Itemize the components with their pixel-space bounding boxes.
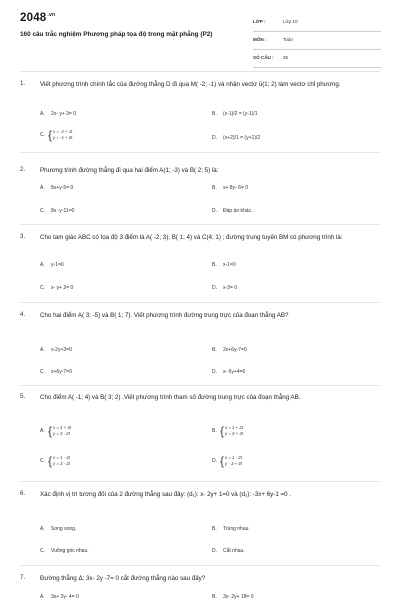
- logo-suffix: .vn: [47, 12, 56, 18]
- brace-glyph: {: [220, 454, 225, 468]
- option-a[interactable]: [40, 185, 73, 191]
- meta-row-count: [253, 52, 381, 68]
- option-d[interactable]: [212, 135, 260, 141]
- option-c[interactable]: [40, 285, 73, 291]
- logo-text: 2048: [20, 12, 47, 24]
- option-c[interactable]: [40, 369, 72, 375]
- option-b[interactable]: [212, 594, 254, 600]
- option-text: 2x+6y-7=0: [223, 347, 247, 353]
- question-divider: [20, 385, 380, 386]
- brace-glyph: {: [220, 424, 225, 438]
- equation-line: x = 1 - 4t: [53, 455, 70, 460]
- question-divider: [20, 565, 380, 566]
- meta-label: SỐ CÂU :: [253, 55, 274, 60]
- equation-system: [220, 454, 242, 468]
- question-number: 5.: [20, 393, 26, 400]
- brace-glyph: {: [48, 424, 53, 438]
- question-number: 6.: [20, 490, 26, 497]
- meta-row-subject: [253, 34, 381, 50]
- brace-glyph: {: [48, 454, 53, 468]
- option-text: (x+2)/1 = (y+1)/2: [223, 135, 261, 141]
- question-number: 4.: [20, 311, 26, 318]
- equation-line: y = -1 + 2t: [53, 135, 73, 140]
- option-label: D.: [212, 369, 217, 375]
- option-label: A.: [40, 111, 45, 117]
- option-c[interactable]: [40, 129, 72, 141]
- option-a[interactable]: [40, 425, 71, 437]
- meta-panel: [253, 16, 381, 70]
- meta-row-class: [253, 16, 381, 32]
- equation-line: y - 3 + 4t: [225, 461, 242, 466]
- equation-system: [48, 454, 70, 468]
- option-label: A.: [40, 594, 45, 600]
- equation-system: [48, 424, 71, 438]
- option-text: x-2y+3=0: [51, 347, 72, 353]
- option-label: C.: [40, 132, 45, 139]
- option-b[interactable]: [212, 111, 258, 117]
- option-label: B.: [212, 185, 217, 191]
- option-a[interactable]: [40, 262, 64, 268]
- option-c[interactable]: [40, 208, 74, 214]
- question-text: Cho hai điểm A( 3; -5) và B( 1; 7). Viết phương trình đường trung trực của đoạn thẳng AB?: [40, 312, 289, 319]
- question-text: Viết phương trình chính tắc của đường thẳng D đi qua M( -2; -1) và nhận vectơ ū(1; 2) làm vectơ chỉ phương.: [40, 81, 341, 88]
- question-number: 3.: [20, 233, 26, 240]
- option-label: B.: [212, 111, 217, 117]
- equation-system: [48, 128, 73, 142]
- equation-line: y = 3 - 2t: [53, 461, 70, 466]
- equation-line: y = 3 - 2t: [53, 431, 70, 436]
- option-text: x- 6y+4=0: [223, 369, 246, 375]
- option-text: y-1=0: [51, 262, 64, 268]
- option-d[interactable]: [212, 548, 245, 554]
- question-number: 7.: [20, 574, 26, 581]
- question-text: Xác định vị trí tương đối của 2 đường thẳng sau đây: (d₁): x- 2y+ 1=0 và (d₂): -3x+ 6y-1 =0 .: [40, 491, 291, 498]
- option-text: x-3= 0: [223, 285, 238, 291]
- question-text: Cho điểm A( -1; 4) và B( 3; 2) .Viết phương trình tham số đường trung trực của đoạn thẳng AB.: [40, 394, 301, 401]
- option-text: 3x+ 2y- 4= 0: [51, 594, 79, 600]
- equation-line: x = 1 + 2t: [225, 425, 243, 430]
- header-divider: [20, 71, 380, 72]
- equation-line: x = 1 - 2t: [225, 455, 242, 460]
- option-text: Vuông góc nhau.: [51, 548, 89, 554]
- option-c[interactable]: [40, 455, 70, 467]
- question-divider: [20, 152, 380, 153]
- option-label: C.: [40, 208, 45, 214]
- option-label: C.: [40, 548, 45, 554]
- option-label: B.: [212, 428, 217, 435]
- option-text: 8x+y-5= 0: [51, 185, 74, 191]
- option-label: D.: [212, 458, 217, 465]
- option-a[interactable]: [40, 111, 76, 117]
- equation-line: x = 1 + 4t: [53, 425, 71, 430]
- option-label: B.: [212, 526, 217, 532]
- option-text: 8x -y-11=0: [51, 208, 75, 214]
- option-text: x+6y-7=0: [51, 369, 72, 375]
- option-label: B.: [212, 594, 217, 600]
- option-b[interactable]: [212, 347, 247, 353]
- option-label: B.: [212, 262, 217, 268]
- option-text: 2x- y+ 3= 0: [51, 111, 77, 117]
- option-text: x-1=0: [223, 262, 236, 268]
- equation-line: y = 3 + 4t: [225, 431, 243, 436]
- option-label: B.: [212, 347, 217, 353]
- question-text: Cho tam giác ABC có tọa độ 3 điểm là A( -2; 3); B( 1; 4) và C(4; 1) ; đường trung tuyến BM có phương trình là:: [40, 234, 343, 241]
- meta-value: 25: [283, 55, 289, 60]
- option-b[interactable]: [212, 185, 248, 191]
- option-b[interactable]: [212, 526, 250, 532]
- option-b[interactable]: [212, 425, 243, 437]
- option-text: Trùng nhau.: [223, 526, 250, 532]
- option-b[interactable]: [212, 262, 236, 268]
- option-label: A.: [40, 347, 45, 353]
- option-label: A.: [40, 262, 45, 268]
- option-c[interactable]: [40, 548, 89, 554]
- option-text: Đáp án khác.: [223, 208, 253, 214]
- document-title: 160 câu trắc nghiệm Phương pháp tọa độ trong mặt phẳng (P2): [20, 31, 213, 38]
- option-d[interactable]: [212, 369, 245, 375]
- equation-system: [220, 424, 243, 438]
- option-text: 3x- 2y+ 18= 0: [223, 594, 254, 600]
- question-text: Đường thẳng Δ: 3x- 2y -7= 0 cắt đường thẳng nào sau đây?: [40, 575, 206, 582]
- option-text: Cắt nhau.: [223, 548, 245, 554]
- option-label: C.: [40, 458, 45, 465]
- question-divider: [20, 481, 380, 482]
- question-divider: [20, 224, 380, 225]
- option-a[interactable]: [40, 594, 79, 600]
- option-a[interactable]: [40, 347, 72, 353]
- option-label: A.: [40, 526, 45, 532]
- question-divider: [20, 302, 380, 303]
- brace-glyph: {: [48, 128, 53, 142]
- question-number: 2.: [20, 166, 26, 173]
- equation-line: x = -2 + 1t: [53, 129, 73, 134]
- option-label: D.: [212, 285, 217, 291]
- option-label: A.: [40, 428, 45, 435]
- option-label: D.: [212, 135, 217, 141]
- option-d[interactable]: [212, 455, 242, 467]
- option-text: x- y+ 2= 0: [51, 285, 74, 291]
- meta-value: Toán: [283, 37, 293, 42]
- meta-value: Lớp 10: [283, 19, 298, 24]
- option-d[interactable]: [212, 285, 237, 291]
- option-label: D.: [212, 548, 217, 554]
- option-label: C.: [40, 285, 45, 291]
- question-number: 1.: [20, 80, 26, 87]
- meta-label: LỚP :: [253, 19, 266, 24]
- option-text: (x-1)/2 = (y-1)/1: [223, 111, 258, 117]
- meta-label: MÔN :: [253, 37, 267, 42]
- option-label: C.: [40, 369, 45, 375]
- option-a[interactable]: [40, 526, 76, 532]
- question-text: Phương trình đường thẳng đi qua hai điểm A(1; -3) và B( 2; 5) là:: [40, 167, 219, 174]
- option-text: Song song.: [51, 526, 77, 532]
- option-d[interactable]: [212, 208, 252, 214]
- option-label: D.: [212, 208, 217, 214]
- option-label: A.: [40, 185, 45, 191]
- site-logo[interactable]: [20, 12, 55, 24]
- option-text: x+ 8y- 6= 0: [223, 185, 249, 191]
